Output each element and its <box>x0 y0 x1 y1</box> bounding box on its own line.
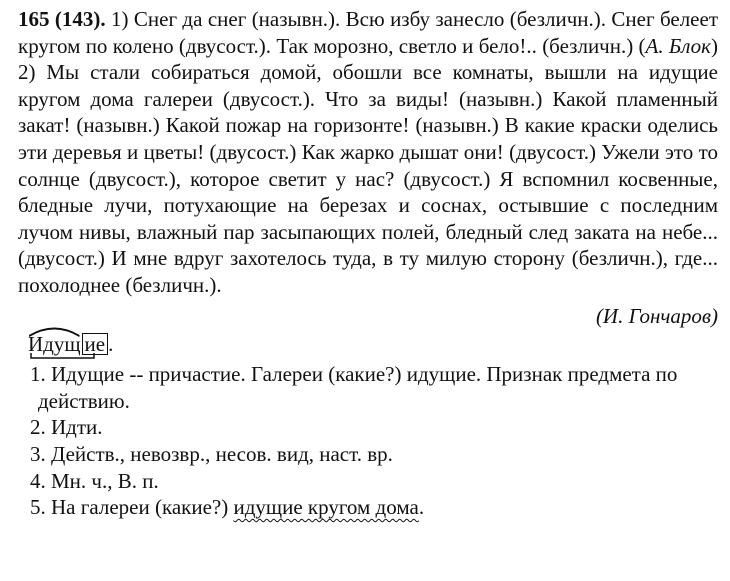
morph-tail: . <box>108 332 114 357</box>
analysis-item-5 <box>18 494 718 521</box>
root-arc-mark <box>28 325 81 337</box>
exercise-part1: 1) Снег да снег (назывн.). Всю избу занесло (безличн.). Снег белеет кругом по колено (двусост.). Так морозно, светло и бело!.. (безличн.) ( <box>18 7 718 58</box>
item5-suffix: . <box>418 495 425 520</box>
exercise-number: 165 (143). <box>18 7 106 31</box>
root-text: Идущ <box>28 332 81 357</box>
textbook-page <box>18 6 718 521</box>
morphemic-parsing <box>28 331 113 357</box>
analysis-item: 2. Идти. <box>30 415 103 440</box>
analysis-item: 1. Идущие -- причастие. Галереи (какие?) идущие. Признак предмета по действию. <box>30 362 678 413</box>
word-ending: ие <box>82 333 109 355</box>
exercise-text <box>18 6 718 299</box>
analysis-list <box>18 361 718 521</box>
exercise-part2: 2) Мы стали собираться домой, обошли все комнаты, вышли на идущие кругом дома галереи (двусост.). Что за виды! (назывн.) Какой пламенный закат! (назывн.) Какой пожар на горизонте! (назывн.) В какие краски оделись эти деревья и цветы! (двусост.) Как жарко дышат они! (двусост.) Ужели это то солнце (двусост.), которое светит у нас? (двусост.) Я вспомнил косвенные, бледные лучи, потухающие на березах и соснах, остывшие с последним лучом нивы, влажный пар засыпающих полей, бледный след заката на небе... (двусост.) И мне вдруг захотелось туда, в ту милую сторону (безличн.), где... похолоднее (безличн.). <box>18 60 718 297</box>
author-blok: А. Блок <box>645 33 712 58</box>
analysis-item: 3. Действ., невозвр., несов. вид, наст. вр. <box>30 441 393 466</box>
item5-prefix: 5. На галереи (какие?) <box>30 495 234 520</box>
stem-underline-mark <box>30 353 118 359</box>
author-goncharov: (И. Гончаров) <box>595 303 718 328</box>
analysis-item: 4. Мн. ч., В. п. <box>30 468 159 493</box>
participial-phrase: идущие кругом дома <box>233 495 419 520</box>
exercise-part1-end: ) <box>711 33 719 58</box>
